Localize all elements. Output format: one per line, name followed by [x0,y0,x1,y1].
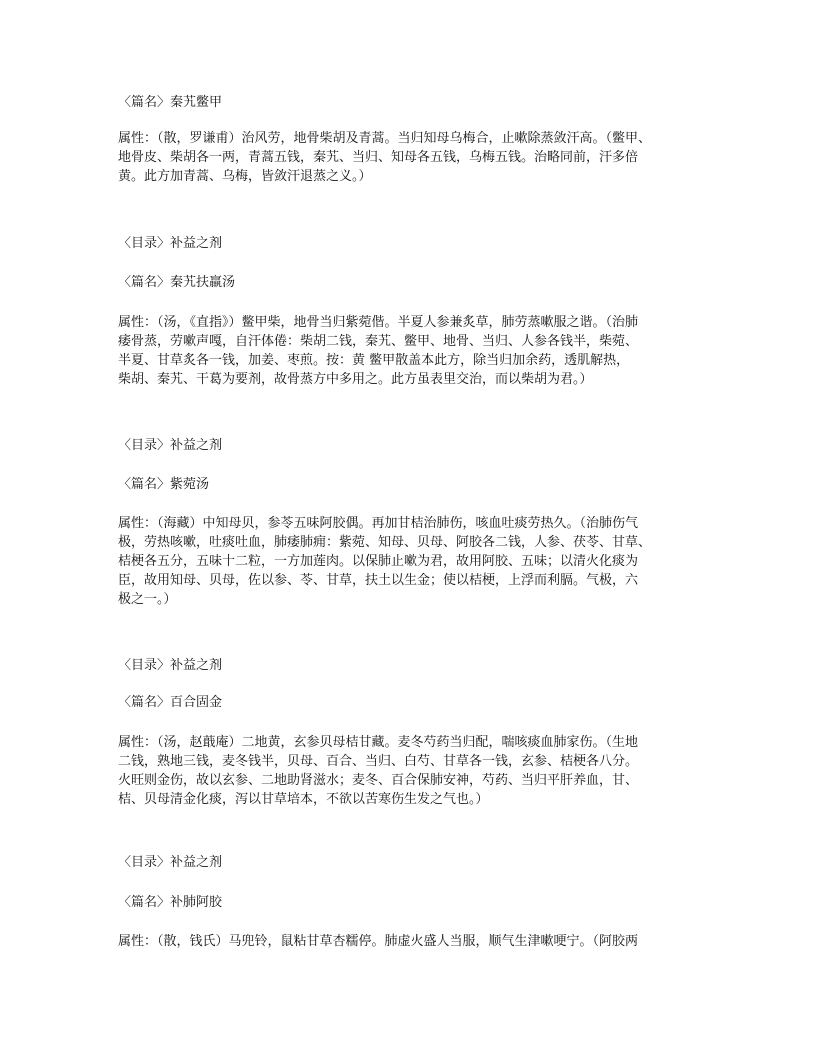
entry-attributes [118,313,718,389]
text-line: 二钱，熟地三钱，麦冬钱半，贝母、百合、当归、白芍、甘草各一钱，玄参、桔梗各八分。 [118,754,639,769]
entry-title: 〈篇名〉紫菀汤 [118,477,210,492]
text-line: 属性：（汤，赵蕺庵）二地黄，玄参贝母桔甘藏。麦冬芍药当归配，喘咳痰血肺家伤。（生地 [118,735,639,750]
entry-title: 〈篇名〉百合固金 [118,695,223,710]
catalog-heading: 〈目录〉补益之剂 [118,236,223,251]
entry-attributes [118,514,718,609]
text-line: 地骨皮、柴胡各一两，青蒿五钱，秦艽、当归、知母各五钱，乌梅五钱。治略同前，汗多倍 [118,150,639,165]
text-line: 桔梗各五分，五味十二粒，一方加莲肉。以保肺止嗽为君，故用阿胶、五味；以清火化痰为 [118,554,639,569]
catalog-heading: 〈目录〉补益之剂 [118,658,223,673]
text-line: 柴胡、秦艽、干葛为要剂，故骨蒸方中多用之。此方虽表里交治，而以柴胡为君。） [118,372,593,387]
entry-title: 〈篇名〉秦艽鳖甲 [118,95,223,110]
text-line: 桔、贝母清金化痰，泻以甘草培本，不欲以苦寒伤生发之气也。） [118,792,489,807]
entry-title: 〈篇名〉秦艽扶羸汤 [118,275,236,290]
entry-attributes [118,129,718,186]
entry-attributes [118,932,718,951]
text-line: 属性：（散，罗谦甫）治风劳，地骨柴胡及青蒿。当归知母乌梅合，止嗽除蒸敛汗高。（鳖甲、 [118,131,652,146]
entry-title: 〈篇名〉补肺阿胶 [118,895,223,910]
text-line: 属性：（海藏）中知母贝，参苓五味阿胶偶。再加甘桔治肺伤，咳血吐痰劳热久。（治肺伤气 [118,516,639,531]
text-line: 属性：（汤，《直指》）鳖甲柴，地骨当归紫菀偕。半夏人参兼炙草，肺劳蒸嗽服之谐。（治肺 [118,315,639,330]
text-line: 黄。此方加青蒿、乌梅，皆敛汗退蒸之义。） [118,169,372,184]
text-line: 极，劳热咳嗽，吐痰吐血，肺痿肺痈：紫菀、知母、贝母、阿胶各二钱，人参、茯苓、甘草、 [118,535,652,550]
text-line: 痿骨蒸，劳嗽声嘎，自汗体倦：柴胡二钱，秦艽、鳖甲、地骨、当归、人参各钱半，柴菀、 [118,334,639,349]
entry-attributes [118,733,718,809]
text-line: 臣，故用知母、贝母，佐以参、苓、甘草，扶土以生金；使以桔梗，上浮而利膈。气极，六 [118,573,639,588]
text-line: 半夏、甘草炙各一钱，加姜、枣煎。按：黄 鳖甲散盖本此方，除当归加余药，透肌解热， [118,353,630,368]
catalog-heading: 〈目录〉补益之剂 [118,438,223,453]
text-line: 极之一。） [118,592,177,607]
text-line: 属性：（散，钱氏）马兜铃，鼠粘甘草杏糯停。肺虚火盛人当服，顺气生津嗽哽宁。（阿胶两 [118,934,639,949]
text-line: 火旺则金伤，故以玄参、二地助肾滋水；麦冬、百合保肺安神，芍药、当归平肝养血，甘、 [118,773,639,788]
catalog-heading: 〈目录〉补益之剂 [118,855,223,870]
